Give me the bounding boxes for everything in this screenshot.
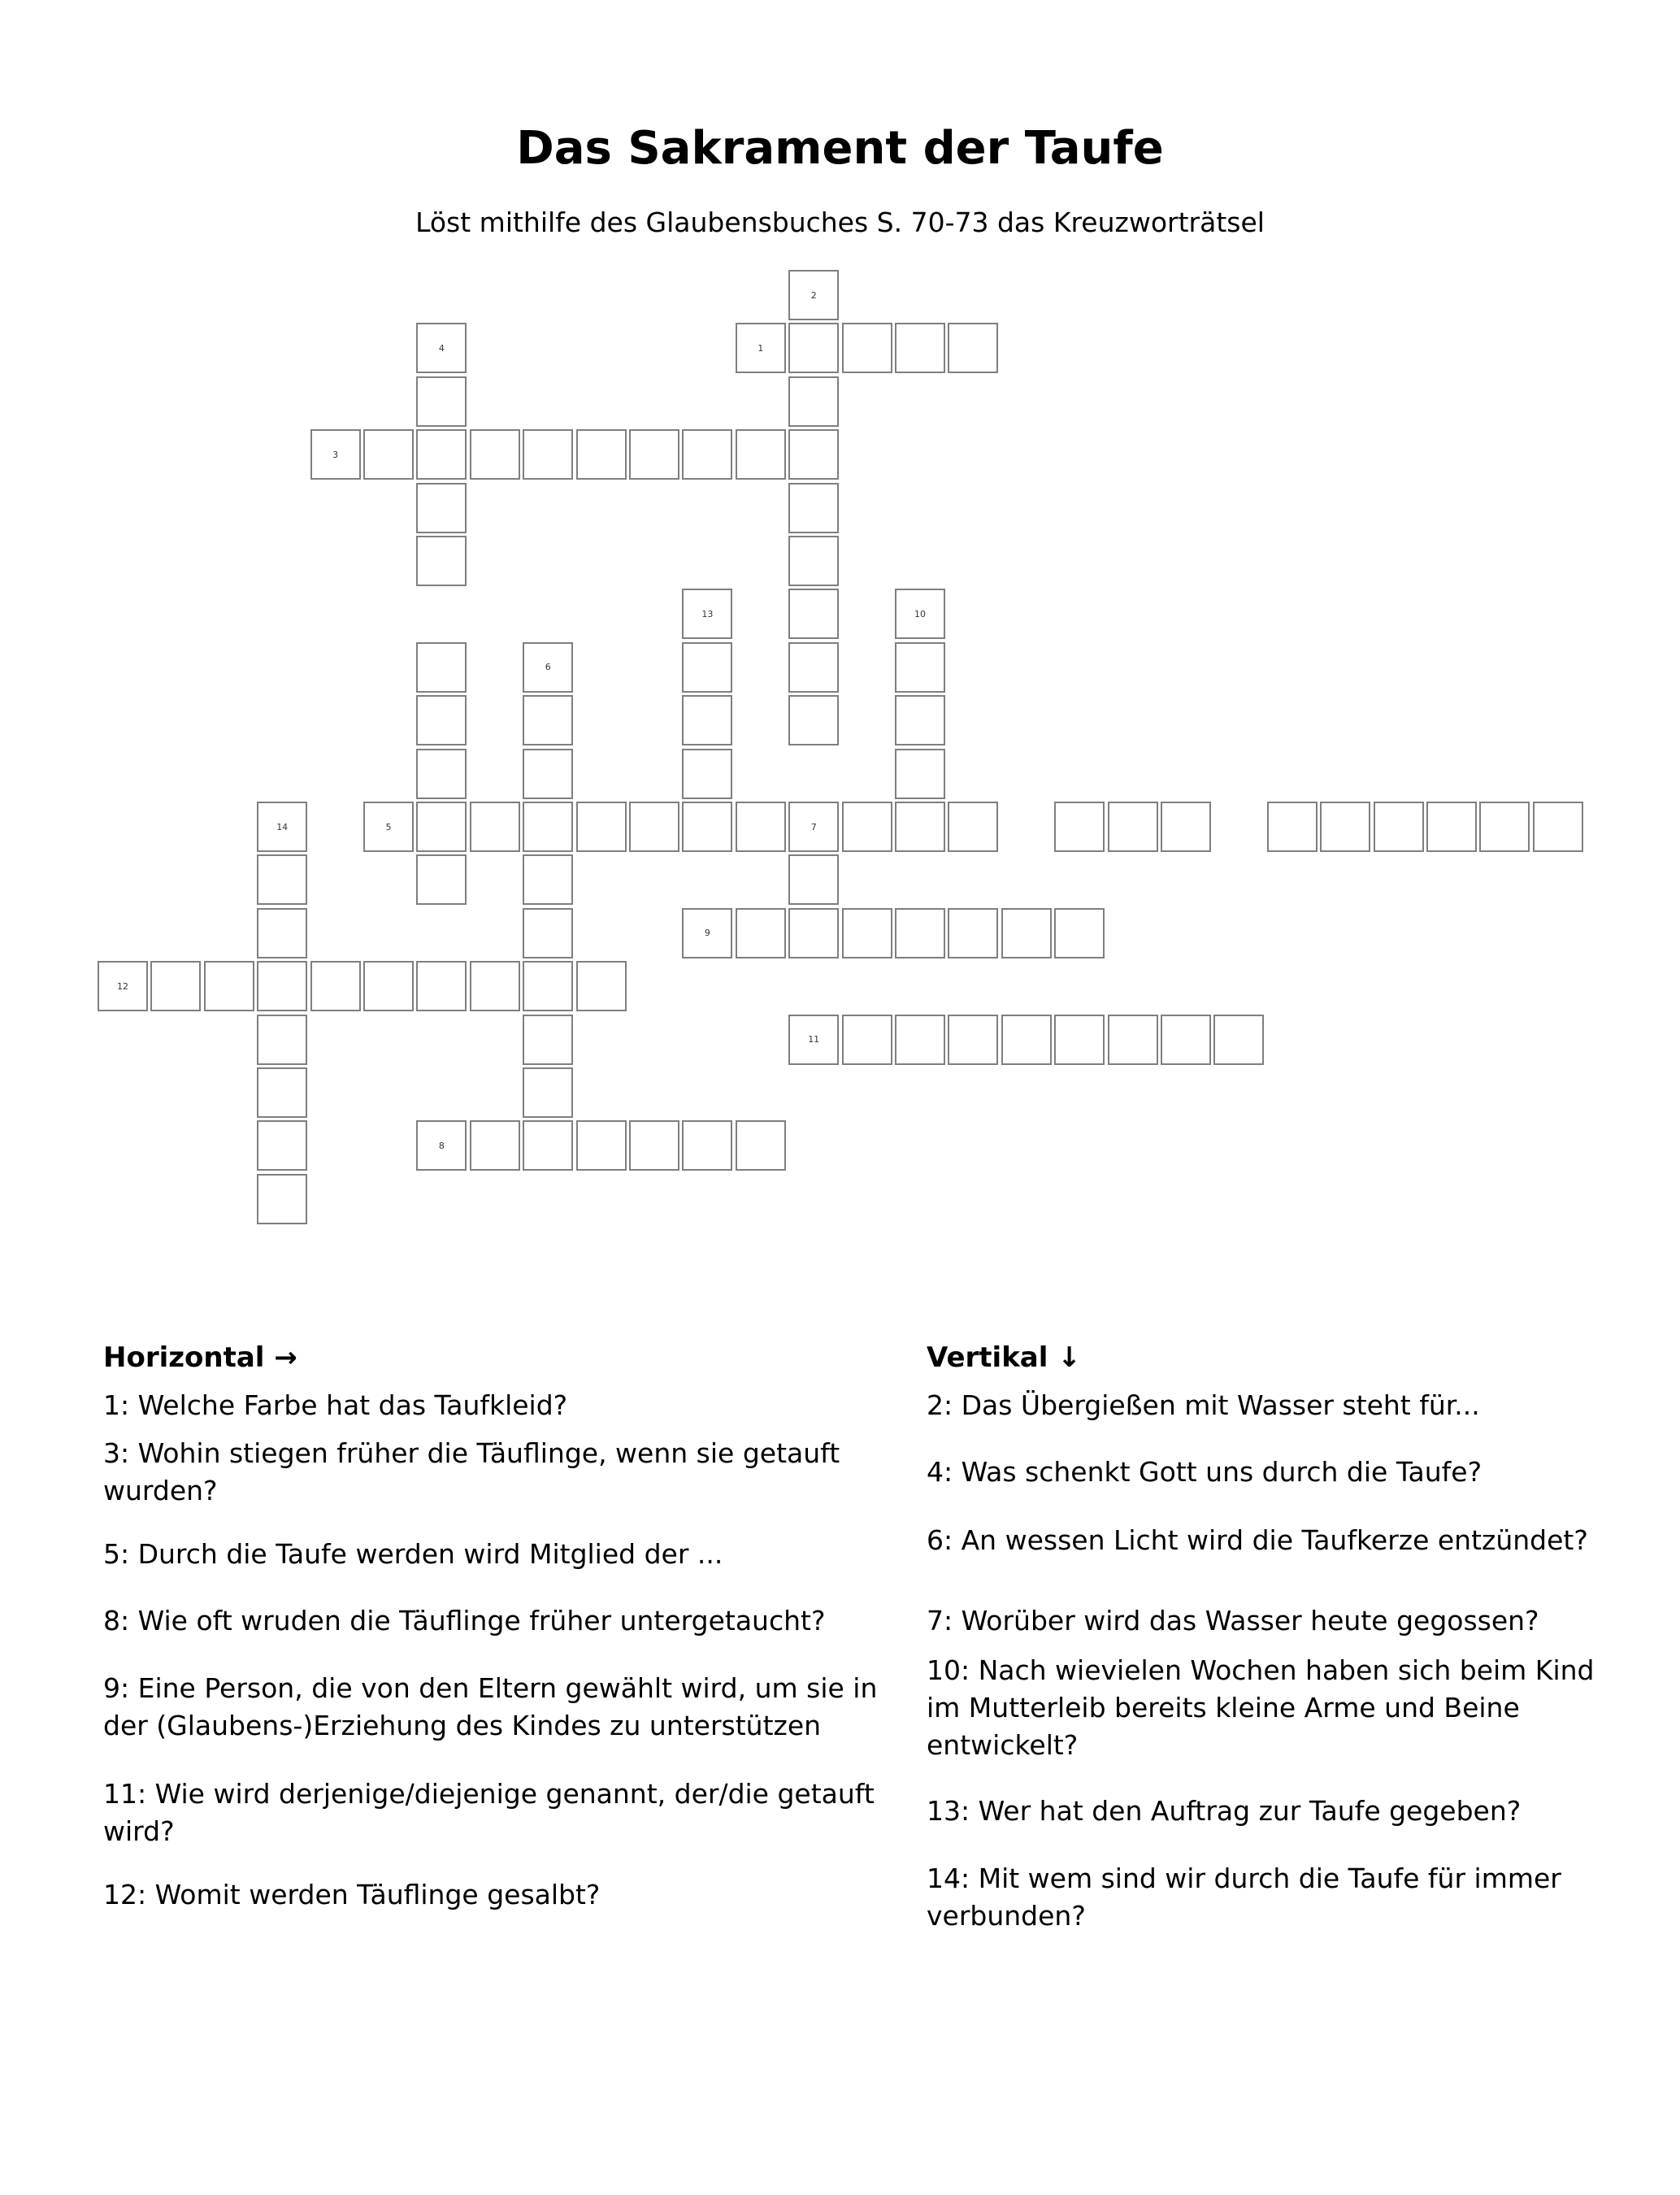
crossword-cell	[257, 854, 307, 905]
crossword-cell	[682, 802, 732, 852]
crossword-cell-14	[257, 802, 307, 852]
clue-number: 10	[914, 608, 926, 619]
crossword-cell	[576, 429, 627, 480]
crossword-cell	[470, 802, 520, 852]
crossword-cell	[523, 1120, 573, 1171]
crossword-cell	[788, 908, 839, 958]
clue-vertical-4: 4: Was schenkt Gott uns durch die Taufe?	[927, 1456, 1482, 1488]
clue-vertical-7: 7: Worüber wird das Wasser heute gegossen?	[927, 1605, 1539, 1636]
crossword-cell	[416, 749, 467, 799]
clue-horizontal-1: 1: Welche Farbe hat das Taufkleid?	[103, 1389, 568, 1421]
crossword-cell	[682, 429, 732, 480]
clue-horizontal-12: 12: Womit werden Täuflinge gesalbt?	[103, 1879, 601, 1910]
crossword-cell	[842, 802, 892, 852]
crossword-cell	[1108, 802, 1158, 852]
clue-number: 7	[810, 821, 817, 832]
crossword-cell	[788, 323, 839, 373]
clue-horizontal-5: 5: Durch die Taufe werden wird Mitglied der ...	[103, 1538, 723, 1570]
crossword-cell	[1161, 1015, 1211, 1065]
crossword-cell	[1374, 802, 1424, 852]
crossword-cell	[310, 961, 361, 1011]
crossword-cell	[788, 429, 839, 480]
worksheet-title: Das Sakrament der Taufe	[516, 122, 1164, 175]
crossword-cell	[416, 802, 467, 852]
crossword-cell	[788, 536, 839, 586]
crossword-cell	[416, 961, 467, 1011]
crossword-cell	[257, 908, 307, 958]
crossword-cell	[257, 1174, 307, 1224]
clue-horizontal-9: 9: Eine Person, die von den Eltern gewählt wird, um sie in der (Glaubens-)Erziehung des Kindes zu unterstützen	[103, 1672, 878, 1741]
crossword-cell	[842, 908, 892, 958]
crossword-cell	[150, 961, 201, 1011]
crossword-cell	[204, 961, 254, 1011]
crossword-cell	[1213, 1015, 1264, 1065]
crossword-cell-5	[363, 802, 414, 852]
crossword-cell	[470, 961, 520, 1011]
crossword-cell	[682, 1120, 732, 1171]
crossword-cell	[523, 695, 573, 745]
crossword-cell	[576, 961, 627, 1011]
crossword-cell	[788, 695, 839, 745]
crossword-cell	[523, 961, 573, 1011]
clue-number: 11	[808, 1034, 820, 1045]
crossword-cell	[257, 1015, 307, 1065]
crossword-cell	[1001, 1015, 1052, 1065]
clue-vertical-6: 6: An wessen Licht wird die Taufkerze entzündet?	[927, 1524, 1588, 1556]
clue-number: 5	[385, 821, 392, 832]
crossword-cell-1	[736, 323, 786, 373]
crossword-cell	[788, 854, 839, 905]
crossword-cell	[895, 1015, 945, 1065]
crossword-cell	[470, 429, 520, 480]
vertical-heading: Vertikal ↓	[927, 1341, 1081, 1374]
crossword-cell-9	[682, 908, 732, 958]
crossword-cell	[788, 589, 839, 639]
horizontal-heading: Horizontal →	[103, 1341, 297, 1374]
crossword-cell	[1479, 802, 1530, 852]
crossword-cell	[576, 802, 627, 852]
crossword-cell	[629, 429, 679, 480]
clue-number: 8	[438, 1140, 445, 1151]
clue-number: 1	[758, 342, 764, 354]
crossword-cell	[736, 1120, 786, 1171]
crossword-cell	[416, 642, 467, 693]
crossword-cell-6	[523, 642, 573, 693]
crossword-cell	[895, 908, 945, 958]
crossword-cell	[257, 961, 307, 1011]
crossword-cell	[523, 908, 573, 958]
clue-horizontal-8: 8: Wie oft wruden die Täuflinge früher untergetaucht?	[103, 1605, 826, 1636]
crossword-cell	[1426, 802, 1477, 852]
crossword-cell	[416, 695, 467, 745]
crossword-cell	[257, 1120, 307, 1171]
crossword-cell	[523, 429, 573, 480]
crossword-cell	[788, 376, 839, 427]
crossword-cell	[948, 323, 998, 373]
crossword-cell	[576, 1120, 627, 1171]
crossword-cell	[416, 483, 467, 533]
clue-vertical-14: 14: Mit wem sind wir durch die Taufe für immer verbunden?	[927, 1862, 1561, 1932]
crossword-cell	[416, 376, 467, 427]
crossword-cell	[1001, 908, 1052, 958]
crossword-cell	[1054, 908, 1105, 958]
clue-number: 9	[704, 928, 710, 939]
crossword-cell	[1267, 802, 1318, 852]
crossword-cell	[1054, 1015, 1105, 1065]
clue-number: 2	[810, 289, 817, 301]
crossword-cell	[895, 802, 945, 852]
crossword-cell	[1320, 802, 1370, 852]
crossword-cell	[895, 749, 945, 799]
crossword-cell	[842, 1015, 892, 1065]
clue-number: 6	[545, 662, 551, 673]
crossword-cell	[523, 1067, 573, 1118]
crossword-cell	[895, 695, 945, 745]
crossword-cell	[895, 323, 945, 373]
crossword-cell	[416, 854, 467, 905]
crossword-cell	[1108, 1015, 1158, 1065]
crossword-cell	[470, 1120, 520, 1171]
crossword-cell	[948, 1015, 998, 1065]
crossword-cell-3	[310, 429, 361, 480]
crossword-cell	[788, 483, 839, 533]
clue-horizontal-3: 3: Wohin stiegen früher die Täuflinge, wenn sie getauft wurden?	[103, 1437, 840, 1506]
crossword-cell	[257, 1067, 307, 1118]
crossword-cell	[736, 429, 786, 480]
crossword-cell	[523, 749, 573, 799]
clue-number: 14	[276, 821, 289, 832]
clue-vertical-2: 2: Das Übergießen mit Wasser steht für...	[927, 1389, 1480, 1421]
crossword-cell	[1533, 802, 1583, 852]
clue-number: 4	[438, 342, 445, 354]
crossword-cell	[682, 642, 732, 693]
crossword-cell-7	[788, 802, 839, 852]
crossword-cell	[682, 695, 732, 745]
crossword-cell	[523, 802, 573, 852]
clue-number: 12	[117, 980, 128, 992]
crossword-cell	[788, 642, 839, 693]
clue-horizontal-11: 11: Wie wird derjenige/diejenige genannt, der/die getauft wird?	[103, 1778, 875, 1847]
crossword-cell-12	[98, 961, 148, 1011]
crossword-cell	[948, 802, 998, 852]
crossword-cell	[736, 802, 786, 852]
worksheet-instructions: Löst mithilfe des Glaubensbuches S. 70-73 das Kreuzworträtsel	[415, 206, 1265, 238]
crossword-cell	[523, 854, 573, 905]
crossword-cell-10	[895, 589, 945, 639]
crossword-cell	[523, 1015, 573, 1065]
clue-vertical-10: 10: Nach wievielen Wochen haben sich beim Kind im Mutterleib bereits kleine Arme und Beine entwickelt?	[927, 1654, 1595, 1761]
crossword-cell	[416, 429, 467, 480]
crossword-cell-8	[416, 1120, 467, 1171]
crossword-cell	[1054, 802, 1105, 852]
crossword-cell	[1161, 802, 1211, 852]
crossword-cell	[842, 323, 892, 373]
crossword-cell	[895, 642, 945, 693]
crossword-cell	[629, 802, 679, 852]
clue-number: 13	[701, 608, 714, 619]
crossword-cell-13	[682, 589, 732, 639]
crossword-cell-11	[788, 1015, 839, 1065]
clue-vertical-13: 13: Wer hat den Auftrag zur Taufe gegeben?	[927, 1795, 1522, 1827]
crossword-cell	[629, 1120, 679, 1171]
crossword-cell	[416, 536, 467, 586]
crossword-cell	[736, 908, 786, 958]
crossword-cell	[948, 908, 998, 958]
crossword-cell	[682, 749, 732, 799]
clue-number: 3	[332, 449, 339, 460]
crossword-cell-4	[416, 323, 467, 373]
crossword-cell	[363, 961, 414, 1011]
crossword-cell	[363, 429, 414, 480]
crossword-cell-2	[788, 270, 839, 320]
